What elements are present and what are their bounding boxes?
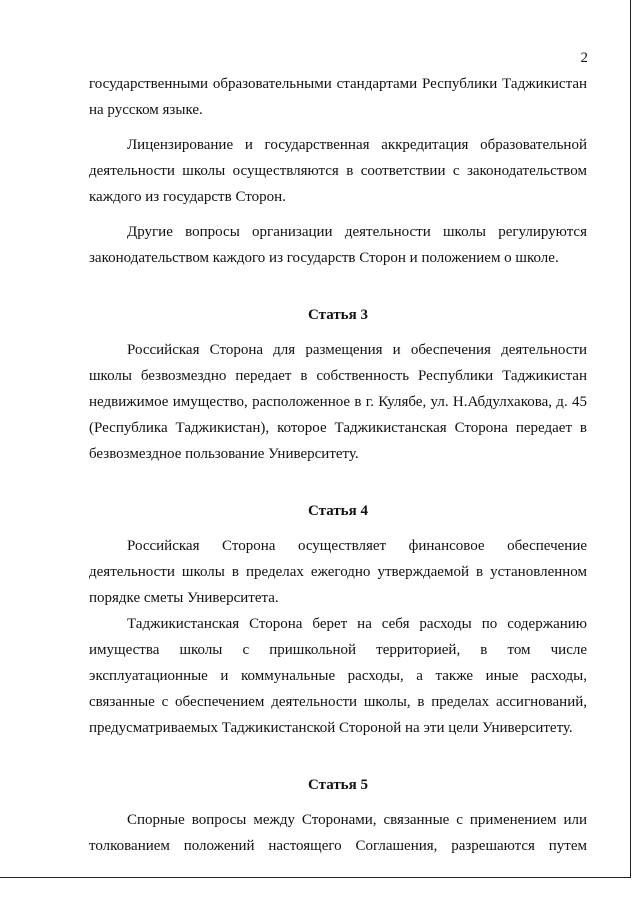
document-body [89, 71, 587, 859]
page-number: 2 [580, 50, 588, 66]
article-5-paragraph-line-1: Спорные вопросы между Сторонами, связанные с применением или [127, 812, 587, 828]
paragraph-licensing: Лицензирование и государственная аккредитация образовательной деятельности школы осуществляются в соответствии с законодательством каждого из государств Сторон. [89, 137, 587, 205]
article-4-paragraph-1: Российская Сторона осуществляет финансовое обеспечение деятельности школы в пределах ежегодно утверждаемой в установленном порядке сметы Университета. [89, 538, 587, 606]
article-5-paragraph-line-2: толкованием положений настоящего Соглашения, разрешаются путем [89, 838, 587, 854]
article-3-paragraph: Российская Сторона для размещения и обеспечения деятельности школы безвозмездно передает в собственность Республики Таджикистан недвижимое имущество, расположенное в г. Кулябе, ул. Н.Абдулхакова, д. 45 (Республика Таджикистан), которое Таджикистанская Сторона передает в безвозмездное пользование Университету. [89, 342, 587, 462]
article-5-heading: Статья 5 [308, 777, 368, 793]
article-3-heading: Статья 3 [308, 307, 368, 323]
paragraph-standards: государственными образовательными стандартами Республики Таджикистан на русском языке. [89, 76, 587, 118]
article-4-heading: Статья 4 [308, 503, 368, 519]
article-4-paragraph-2: Таджикистанская Сторона берет на себя расходы по содержанию имущества школы с пришкольной территорией, в том числе эксплуатационные и коммунальные расходы, а также иные расходы, связанные с обеспечением деятельности школы, в пределах ассигнований, предусматриваемых Таджикистанской Стороной на эти цели Университету. [89, 616, 587, 736]
paragraph-other-questions: Другие вопросы организации деятельности школы регулируются законодательством каждого из государств Сторон и положением о школе. [89, 224, 587, 266]
